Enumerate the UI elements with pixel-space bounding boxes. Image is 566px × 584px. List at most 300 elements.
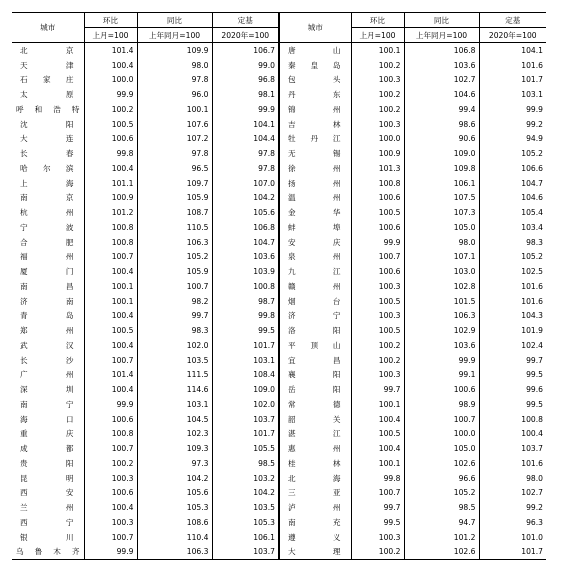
left-mom-value: 100.5 bbox=[84, 323, 137, 338]
right-yoy-value: 101.2 bbox=[404, 530, 479, 545]
right-fixed-value: 99.2 bbox=[479, 500, 546, 515]
right-fixed-value: 102.5 bbox=[479, 264, 546, 279]
table-row bbox=[12, 323, 546, 338]
left-city-name: 合肥 bbox=[20, 237, 74, 247]
left-mom-value: 101.1 bbox=[84, 176, 137, 191]
right-yoy-value: 109.0 bbox=[404, 146, 479, 161]
left-city-name: 郑州 bbox=[20, 326, 74, 336]
header-yoy-left: 同比 bbox=[137, 13, 212, 28]
right-fixed-value: 99.5 bbox=[479, 397, 546, 412]
right-fixed-value: 101.0 bbox=[479, 530, 546, 545]
right-city-name: 扬州 bbox=[279, 176, 351, 191]
left-mom-value: 99.9 bbox=[84, 397, 137, 412]
left-fixed-value: 98.7 bbox=[212, 294, 279, 309]
left-mom-value: 100.9 bbox=[84, 191, 137, 206]
right-city-name: 韶关 bbox=[279, 412, 351, 427]
left-fixed-value: 103.1 bbox=[212, 353, 279, 368]
right-mom-value: 100.2 bbox=[351, 545, 404, 560]
table-row bbox=[12, 471, 546, 486]
right-mom-value: 100.5 bbox=[351, 205, 404, 220]
header-mom-base-right: 上月=100 bbox=[351, 28, 404, 43]
right-mom-value: 100.2 bbox=[351, 58, 404, 73]
right-fixed-value: 101.6 bbox=[479, 279, 546, 294]
left-mom-value: 100.4 bbox=[84, 338, 137, 353]
left-city-name: 西宁 bbox=[20, 517, 74, 527]
left-mom-value: 100.4 bbox=[84, 58, 137, 73]
left-fixed-value: 104.2 bbox=[212, 191, 279, 206]
left-yoy-value: 100.1 bbox=[137, 102, 212, 117]
left-mom-value: 100.3 bbox=[84, 471, 137, 486]
left-yoy-value: 97.8 bbox=[137, 146, 212, 161]
left-yoy-value: 105.9 bbox=[137, 264, 212, 279]
right-city-name: 济宁 bbox=[279, 309, 351, 324]
right-city-name: 包头 bbox=[279, 73, 351, 88]
right-city-name: 三亚 bbox=[279, 486, 351, 501]
left-mom-value: 101.4 bbox=[84, 43, 137, 58]
right-city-name: 吉林 bbox=[279, 117, 351, 132]
table-row bbox=[12, 456, 546, 471]
left-city-name: 太原 bbox=[20, 90, 74, 100]
left-yoy-value: 107.6 bbox=[137, 117, 212, 132]
left-mom-value: 100.8 bbox=[84, 427, 137, 442]
left-city-name: 成都 bbox=[20, 444, 74, 454]
right-yoy-value: 98.0 bbox=[404, 235, 479, 250]
left-mom-value: 100.6 bbox=[84, 132, 137, 147]
left-city-name: 西安 bbox=[20, 488, 74, 498]
left-yoy-value: 109.3 bbox=[137, 441, 212, 456]
table-row bbox=[12, 176, 546, 191]
left-fixed-value: 96.8 bbox=[212, 73, 279, 88]
right-fixed-value: 102.4 bbox=[479, 338, 546, 353]
right-mom-value: 100.7 bbox=[351, 486, 404, 501]
table-row bbox=[12, 427, 546, 442]
left-yoy-value: 108.7 bbox=[137, 205, 212, 220]
right-yoy-value: 102.7 bbox=[404, 73, 479, 88]
left-fixed-value: 97.8 bbox=[212, 146, 279, 161]
right-city-name: 赣州 bbox=[279, 279, 351, 294]
left-mom-value: 100.7 bbox=[84, 530, 137, 545]
right-fixed-value: 104.3 bbox=[479, 309, 546, 324]
right-yoy-value: 103.0 bbox=[404, 264, 479, 279]
left-yoy-value: 98.0 bbox=[137, 58, 212, 73]
right-fixed-value: 101.6 bbox=[479, 58, 546, 73]
right-yoy-value: 98.5 bbox=[404, 500, 479, 515]
table-row bbox=[12, 545, 546, 560]
left-mom-value: 100.8 bbox=[84, 235, 137, 250]
right-yoy-value: 107.3 bbox=[404, 205, 479, 220]
right-mom-value: 99.5 bbox=[351, 515, 404, 530]
right-yoy-value: 100.6 bbox=[404, 382, 479, 397]
table-row bbox=[12, 338, 546, 353]
left-yoy-value: 102.0 bbox=[137, 338, 212, 353]
right-fixed-value: 101.6 bbox=[479, 294, 546, 309]
right-yoy-value: 101.5 bbox=[404, 294, 479, 309]
left-mom-value: 100.1 bbox=[84, 279, 137, 294]
left-yoy-value: 97.8 bbox=[137, 73, 212, 88]
right-yoy-value: 106.3 bbox=[404, 309, 479, 324]
table-row bbox=[12, 102, 546, 117]
right-fixed-value: 104.6 bbox=[479, 191, 546, 206]
left-mom-value: 100.1 bbox=[84, 294, 137, 309]
left-fixed-value: 99.9 bbox=[212, 102, 279, 117]
left-yoy-value: 108.6 bbox=[137, 515, 212, 530]
right-yoy-value: 105.0 bbox=[404, 441, 479, 456]
left-city-name: 厦门 bbox=[20, 267, 74, 277]
right-city-name: 泸州 bbox=[279, 500, 351, 515]
right-mom-value: 99.7 bbox=[351, 382, 404, 397]
right-city-name: 丹东 bbox=[279, 87, 351, 102]
right-fixed-value: 100.4 bbox=[479, 427, 546, 442]
left-mom-value: 100.4 bbox=[84, 309, 137, 324]
table-row bbox=[12, 382, 546, 397]
left-fixed-value: 104.7 bbox=[212, 235, 279, 250]
left-yoy-value: 100.7 bbox=[137, 279, 212, 294]
right-city-name: 洛阳 bbox=[279, 323, 351, 338]
left-fixed-value: 103.5 bbox=[212, 500, 279, 515]
left-mom-value: 99.9 bbox=[84, 545, 137, 560]
left-fixed-value: 103.6 bbox=[212, 250, 279, 265]
table-row bbox=[12, 235, 546, 250]
right-yoy-value: 106.8 bbox=[404, 43, 479, 58]
left-mom-value: 101.2 bbox=[84, 205, 137, 220]
right-yoy-value: 94.7 bbox=[404, 515, 479, 530]
left-fixed-value: 108.4 bbox=[212, 368, 279, 383]
right-fixed-value: 98.0 bbox=[479, 471, 546, 486]
right-city-name: 烟台 bbox=[279, 294, 351, 309]
header-mom-left: 环比 bbox=[84, 13, 137, 28]
table-row bbox=[12, 191, 546, 206]
table-row bbox=[12, 500, 546, 515]
left-city-name: 海口 bbox=[20, 414, 74, 424]
left-city-name: 广州 bbox=[20, 370, 74, 380]
left-fixed-value: 103.7 bbox=[212, 412, 279, 427]
left-city-name: 天津 bbox=[20, 60, 74, 70]
left-city-name: 呼和浩特 bbox=[16, 104, 80, 114]
right-yoy-value: 103.6 bbox=[404, 58, 479, 73]
left-yoy-value: 110.4 bbox=[137, 530, 212, 545]
right-city-name: 无锡 bbox=[279, 146, 351, 161]
right-fixed-value: 103.7 bbox=[479, 441, 546, 456]
left-fixed-value: 109.0 bbox=[212, 382, 279, 397]
table-row bbox=[12, 87, 546, 102]
left-city-name: 武汉 bbox=[20, 340, 74, 350]
left-city-name: 长春 bbox=[20, 149, 74, 159]
left-mom-value: 100.3 bbox=[84, 515, 137, 530]
left-yoy-value: 114.6 bbox=[137, 382, 212, 397]
left-yoy-value: 106.3 bbox=[137, 545, 212, 560]
right-fixed-value: 104.7 bbox=[479, 176, 546, 191]
left-mom-value: 100.5 bbox=[84, 117, 137, 132]
right-fixed-value: 101.9 bbox=[479, 323, 546, 338]
left-fixed-value: 101.7 bbox=[212, 338, 279, 353]
left-mom-value: 100.6 bbox=[84, 486, 137, 501]
left-mom-value: 100.4 bbox=[84, 500, 137, 515]
right-mom-value: 100.7 bbox=[351, 250, 404, 265]
right-mom-value: 100.9 bbox=[351, 146, 404, 161]
right-yoy-value: 106.1 bbox=[404, 176, 479, 191]
left-mom-value: 101.4 bbox=[84, 368, 137, 383]
left-fixed-value: 100.8 bbox=[212, 279, 279, 294]
left-mom-value: 100.2 bbox=[84, 102, 137, 117]
right-fixed-value: 99.6 bbox=[479, 382, 546, 397]
header-fixed-base-left: 2020年=100 bbox=[212, 28, 279, 43]
table-row bbox=[12, 132, 546, 147]
right-fixed-value: 103.4 bbox=[479, 220, 546, 235]
right-mom-value: 100.2 bbox=[351, 87, 404, 102]
right-city-name: 唐山 bbox=[279, 43, 351, 58]
left-yoy-value: 103.5 bbox=[137, 353, 212, 368]
header-fixed-right: 定基 bbox=[479, 13, 546, 28]
right-fixed-value: 105.2 bbox=[479, 250, 546, 265]
right-fixed-value: 100.8 bbox=[479, 412, 546, 427]
right-yoy-value: 107.5 bbox=[404, 191, 479, 206]
right-fixed-value: 103.1 bbox=[479, 87, 546, 102]
left-yoy-value: 98.2 bbox=[137, 294, 212, 309]
left-mom-value: 100.0 bbox=[84, 73, 137, 88]
table-row bbox=[12, 43, 546, 58]
right-city-name: 九江 bbox=[279, 264, 351, 279]
left-city-name: 乌鲁木齐 bbox=[16, 547, 80, 557]
table-row bbox=[12, 250, 546, 265]
left-yoy-value: 110.5 bbox=[137, 220, 212, 235]
left-yoy-value: 109.7 bbox=[137, 176, 212, 191]
right-mom-value: 100.3 bbox=[351, 117, 404, 132]
table-row bbox=[12, 530, 546, 545]
right-yoy-value: 102.6 bbox=[404, 456, 479, 471]
right-yoy-value: 100.0 bbox=[404, 427, 479, 442]
table-row bbox=[12, 117, 546, 132]
right-yoy-value: 96.6 bbox=[404, 471, 479, 486]
table-row bbox=[12, 515, 546, 530]
left-fixed-value: 105.5 bbox=[212, 441, 279, 456]
right-city-name: 惠州 bbox=[279, 441, 351, 456]
left-fixed-value: 106.7 bbox=[212, 43, 279, 58]
left-fixed-value: 99.8 bbox=[212, 309, 279, 324]
table-body bbox=[12, 43, 546, 560]
right-yoy-value: 100.7 bbox=[404, 412, 479, 427]
right-yoy-value: 102.8 bbox=[404, 279, 479, 294]
table-row bbox=[12, 441, 546, 456]
left-yoy-value: 105.2 bbox=[137, 250, 212, 265]
left-yoy-value: 98.3 bbox=[137, 323, 212, 338]
right-yoy-value: 105.0 bbox=[404, 220, 479, 235]
left-fixed-value: 101.7 bbox=[212, 427, 279, 442]
right-fixed-value: 106.6 bbox=[479, 161, 546, 176]
left-mom-value: 100.8 bbox=[84, 220, 137, 235]
right-yoy-value: 98.9 bbox=[404, 397, 479, 412]
left-city-name: 石家庄 bbox=[20, 75, 74, 85]
left-yoy-value: 103.1 bbox=[137, 397, 212, 412]
right-fixed-value: 101.6 bbox=[479, 456, 546, 471]
table-row bbox=[12, 279, 546, 294]
left-mom-value: 100.6 bbox=[84, 412, 137, 427]
right-mom-value: 100.5 bbox=[351, 427, 404, 442]
header-fixed-base-right: 2020年=100 bbox=[479, 28, 546, 43]
price-index-table bbox=[12, 12, 546, 560]
right-city-name: 秦皇岛 bbox=[279, 58, 351, 73]
right-city-name: 桂林 bbox=[279, 456, 351, 471]
left-mom-value: 99.9 bbox=[84, 87, 137, 102]
left-fixed-value: 99.0 bbox=[212, 58, 279, 73]
left-fixed-value: 102.0 bbox=[212, 397, 279, 412]
left-city-name: 重庆 bbox=[20, 429, 74, 439]
left-city-name: 杭州 bbox=[20, 208, 74, 218]
left-city-name: 贵阳 bbox=[20, 458, 74, 468]
right-mom-value: 100.2 bbox=[351, 338, 404, 353]
right-mom-value: 100.8 bbox=[351, 176, 404, 191]
left-fixed-value: 104.4 bbox=[212, 132, 279, 147]
header-city-left: 城市 bbox=[12, 13, 84, 43]
right-city-name: 泉州 bbox=[279, 250, 351, 265]
left-yoy-value: 104.5 bbox=[137, 412, 212, 427]
right-yoy-value: 99.1 bbox=[404, 368, 479, 383]
table-row bbox=[12, 397, 546, 412]
right-yoy-value: 90.6 bbox=[404, 132, 479, 147]
left-city-name: 福州 bbox=[20, 252, 74, 262]
left-city-name: 大连 bbox=[20, 134, 74, 144]
right-mom-value: 100.0 bbox=[351, 132, 404, 147]
right-city-name: 温州 bbox=[279, 191, 351, 206]
right-mom-value: 100.3 bbox=[351, 530, 404, 545]
right-city-name: 牡丹江 bbox=[279, 132, 351, 147]
right-yoy-value: 99.4 bbox=[404, 102, 479, 117]
right-city-name: 平顶山 bbox=[279, 338, 351, 353]
header-mom-base-left: 上月=100 bbox=[84, 28, 137, 43]
left-mom-value: 100.4 bbox=[84, 161, 137, 176]
right-city-name: 湛江 bbox=[279, 427, 351, 442]
right-yoy-value: 98.6 bbox=[404, 117, 479, 132]
table-row bbox=[12, 486, 546, 501]
left-city-name: 银川 bbox=[20, 532, 74, 542]
right-fixed-value: 101.7 bbox=[479, 73, 546, 88]
right-mom-value: 100.3 bbox=[351, 73, 404, 88]
left-yoy-value: 97.3 bbox=[137, 456, 212, 471]
right-mom-value: 100.3 bbox=[351, 368, 404, 383]
left-city-name: 上海 bbox=[20, 178, 74, 188]
header-yoy-right: 同比 bbox=[404, 13, 479, 28]
right-yoy-value: 102.6 bbox=[404, 545, 479, 560]
right-fixed-value: 105.4 bbox=[479, 205, 546, 220]
left-yoy-value: 96.5 bbox=[137, 161, 212, 176]
right-fixed-value: 105.2 bbox=[479, 146, 546, 161]
left-mom-value: 100.4 bbox=[84, 382, 137, 397]
left-fixed-value: 103.9 bbox=[212, 264, 279, 279]
right-city-name: 金华 bbox=[279, 205, 351, 220]
right-fixed-value: 96.3 bbox=[479, 515, 546, 530]
left-fixed-value: 99.5 bbox=[212, 323, 279, 338]
left-fixed-value: 106.8 bbox=[212, 220, 279, 235]
left-yoy-value: 105.9 bbox=[137, 191, 212, 206]
left-mom-value: 100.2 bbox=[84, 456, 137, 471]
right-yoy-value: 109.8 bbox=[404, 161, 479, 176]
table-row bbox=[12, 309, 546, 324]
left-yoy-value: 105.3 bbox=[137, 500, 212, 515]
left-city-name: 哈尔滨 bbox=[20, 163, 74, 173]
left-fixed-value: 105.3 bbox=[212, 515, 279, 530]
left-fixed-value: 106.1 bbox=[212, 530, 279, 545]
table-row bbox=[12, 205, 546, 220]
table-row bbox=[12, 73, 546, 88]
left-fixed-value: 104.2 bbox=[212, 486, 279, 501]
right-city-name: 遵义 bbox=[279, 530, 351, 545]
left-city-name: 北京 bbox=[20, 45, 74, 55]
left-yoy-value: 105.6 bbox=[137, 486, 212, 501]
table-row bbox=[12, 412, 546, 427]
right-mom-value: 100.1 bbox=[351, 43, 404, 58]
left-city-name: 南昌 bbox=[20, 281, 74, 291]
left-city-name: 昆明 bbox=[20, 473, 74, 483]
right-mom-value: 100.4 bbox=[351, 441, 404, 456]
right-city-name: 大理 bbox=[279, 545, 351, 560]
right-mom-value: 100.5 bbox=[351, 294, 404, 309]
left-fixed-value: 97.8 bbox=[212, 161, 279, 176]
right-mom-value: 100.6 bbox=[351, 264, 404, 279]
right-mom-value: 101.3 bbox=[351, 161, 404, 176]
left-yoy-value: 104.2 bbox=[137, 471, 212, 486]
left-city-name: 沈阳 bbox=[20, 119, 74, 129]
header-city-right: 城市 bbox=[279, 13, 351, 43]
left-fixed-value: 103.2 bbox=[212, 471, 279, 486]
left-mom-value: 99.8 bbox=[84, 146, 137, 161]
right-mom-value: 100.3 bbox=[351, 279, 404, 294]
table-row bbox=[12, 368, 546, 383]
left-fixed-value: 103.7 bbox=[212, 545, 279, 560]
table-row bbox=[12, 353, 546, 368]
left-fixed-value: 105.6 bbox=[212, 205, 279, 220]
right-city-name: 蚌埠 bbox=[279, 220, 351, 235]
right-yoy-value: 102.9 bbox=[404, 323, 479, 338]
right-city-name: 岳阳 bbox=[279, 382, 351, 397]
table-row bbox=[12, 161, 546, 176]
right-fixed-value: 102.7 bbox=[479, 486, 546, 501]
right-mom-value: 100.4 bbox=[351, 412, 404, 427]
right-yoy-value: 99.9 bbox=[404, 353, 479, 368]
right-mom-value: 100.2 bbox=[351, 102, 404, 117]
right-yoy-value: 103.6 bbox=[404, 338, 479, 353]
right-mom-value: 100.1 bbox=[351, 456, 404, 471]
left-yoy-value: 107.2 bbox=[137, 132, 212, 147]
right-mom-value: 100.2 bbox=[351, 353, 404, 368]
right-mom-value: 99.8 bbox=[351, 471, 404, 486]
left-city-name: 兰州 bbox=[20, 503, 74, 513]
right-city-name: 襄阳 bbox=[279, 368, 351, 383]
right-city-name: 常德 bbox=[279, 397, 351, 412]
right-city-name: 北海 bbox=[279, 471, 351, 486]
table-row bbox=[12, 146, 546, 161]
left-fixed-value: 107.0 bbox=[212, 176, 279, 191]
header-fixed-left: 定基 bbox=[212, 13, 279, 28]
table-row bbox=[12, 220, 546, 235]
left-yoy-value: 109.9 bbox=[137, 43, 212, 58]
right-mom-value: 100.6 bbox=[351, 191, 404, 206]
left-city-name: 南京 bbox=[20, 193, 74, 203]
left-fixed-value: 98.5 bbox=[212, 456, 279, 471]
left-fixed-value: 98.1 bbox=[212, 87, 279, 102]
left-yoy-value: 99.7 bbox=[137, 309, 212, 324]
right-city-name: 徐州 bbox=[279, 161, 351, 176]
table-row bbox=[12, 58, 546, 73]
left-mom-value: 100.7 bbox=[84, 441, 137, 456]
left-city-name: 南宁 bbox=[20, 399, 74, 409]
right-city-name: 锦州 bbox=[279, 102, 351, 117]
right-mom-value: 99.9 bbox=[351, 235, 404, 250]
right-fixed-value: 99.5 bbox=[479, 368, 546, 383]
left-fixed-value: 104.1 bbox=[212, 117, 279, 132]
right-mom-value: 100.6 bbox=[351, 220, 404, 235]
table-row bbox=[12, 294, 546, 309]
left-mom-value: 100.7 bbox=[84, 250, 137, 265]
right-city-name: 宜昌 bbox=[279, 353, 351, 368]
